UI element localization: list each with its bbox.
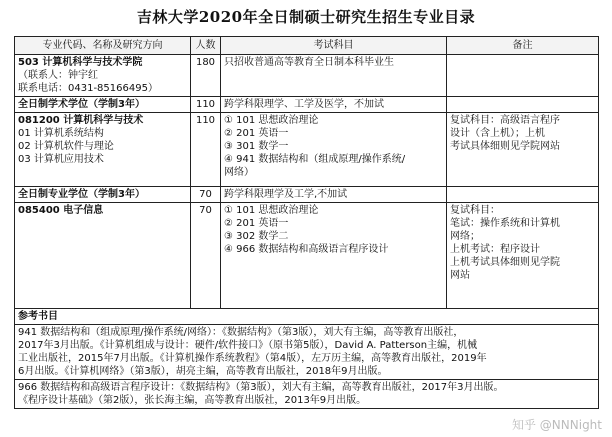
catalog-table xyxy=(14,36,599,409)
exam-item: ③ 301 数学一 xyxy=(224,141,289,152)
exam-item: ③ 302 数学二 xyxy=(224,231,289,242)
college-exam: 只招收普通高等教育全日制本科毕业生 xyxy=(221,55,447,97)
ref-line: 2017年3月出版。《计算机组成与设计：硬件/软件接口》（原书第5版），David A. Patterson主编，机械 xyxy=(18,340,478,351)
professional-notes xyxy=(447,187,599,203)
note-line: 笔试：操作系统和计算机 xyxy=(450,218,560,229)
header-row xyxy=(15,37,599,55)
professional-count: 70 xyxy=(191,187,221,203)
professional-exam: 跨学科限理学及工学,不加试 xyxy=(221,187,447,203)
major1-cell xyxy=(15,113,191,187)
exam-item: ② 201 英语一 xyxy=(224,128,289,139)
ref966-cell xyxy=(15,380,599,409)
college-contact: （联系人：钟宇红 xyxy=(18,70,98,81)
academic-row xyxy=(15,97,599,113)
note-line: 上机考试：程序设计 xyxy=(450,244,540,255)
note-line: 上机考试具体细则见学院 xyxy=(450,257,560,268)
ref-line: 工业出版社，2015年7月出版。《计算机操作系统教程》（第4版），左万历主编，高等教育出版社，2019年 xyxy=(18,353,487,364)
exam-item: ① 101 思想政治理论 xyxy=(224,205,319,216)
major2-exams xyxy=(221,203,447,309)
major1-count: 110 xyxy=(191,113,221,187)
major2-count: 70 xyxy=(191,203,221,309)
note-line: 考试具体细则见学院网站 xyxy=(450,141,560,152)
refs-label-row xyxy=(15,309,599,325)
major1-line: 081200 计算机科学与技术 xyxy=(18,115,144,126)
note-line: 网络； xyxy=(450,231,480,242)
header-major: 专业代码、名称及研究方向 xyxy=(15,37,191,55)
academic-exam: 跨学科限理学、工学及医学，不加试 xyxy=(221,97,447,113)
major2-row xyxy=(15,203,599,309)
header-count: 人数 xyxy=(191,37,221,55)
ref966-row xyxy=(15,380,599,409)
major1-exams xyxy=(221,113,447,187)
exam-item: 网络） xyxy=(224,167,254,178)
academic-count: 110 xyxy=(191,97,221,113)
major1-row xyxy=(15,113,599,187)
college-cell xyxy=(15,55,191,97)
academic-label: 全日制学术学位（学制3年） xyxy=(15,97,191,113)
exam-item: ② 201 英语一 xyxy=(224,218,289,229)
header-notes: 备注 xyxy=(447,37,599,55)
ref-line: 966 数据结构和高级语言程序设计：《数据结构》（第3版），刘大有主编，高等教育出版社，2017年3月出版。 xyxy=(18,382,504,393)
major1-line: 01 计算机系统结构 xyxy=(18,128,104,139)
major1-line: 02 计算机软件与理论 xyxy=(18,141,114,152)
ref-line: 941 数据结构和（组成原理/操作系统/网络）：《数据结构》（第3版），刘大有主编，高等教育出版社， xyxy=(18,327,464,338)
major2-cell xyxy=(15,203,191,309)
major1-notes xyxy=(447,113,599,187)
refs-label: 参考书目 xyxy=(15,309,599,325)
header-exam: 考试科目 xyxy=(221,37,447,55)
note-line: 复试科目： xyxy=(450,205,500,216)
exam-item: ④ 941 数据结构和（组成原理/操作系统/ xyxy=(224,154,406,165)
major2-notes xyxy=(447,203,599,309)
professional-row xyxy=(15,187,599,203)
major2-line: 085400 电子信息 xyxy=(18,205,104,216)
college-phone: 联系电话：0431-85166495） xyxy=(18,83,158,94)
ref941-cell xyxy=(15,325,599,380)
college-name: 503 计算机科学与技术学院 xyxy=(18,57,143,68)
page-title: 吉林大学2020年全日制硕士研究生招生专业目录 xyxy=(136,8,476,26)
ref-line: 6月出版。《计算机网络》（第3版），胡亮主编，高等教育出版社，2018年9月出版。 xyxy=(18,366,388,377)
watermark: 知乎 @NNNight xyxy=(511,418,602,432)
note-line: 设计（含上机）；上机 xyxy=(450,128,545,139)
college-count: 180 xyxy=(191,55,221,97)
major1-line: 03 计算机应用技术 xyxy=(18,154,104,165)
note-line: 复试科目：高级语言程序 xyxy=(450,115,560,126)
college-row xyxy=(15,55,599,97)
exam-item: ① 101 思想政治理论 xyxy=(224,115,319,126)
college-notes xyxy=(447,55,599,97)
note-line: 网站 xyxy=(450,270,470,281)
ref-line: 《程序设计基础》（第2版），张长海主编，高等教育出版社，2013年9月出版。 xyxy=(18,395,367,406)
ref941-row xyxy=(15,325,599,380)
exam-item: ④ 966 数据结构和高级语言程序设计 xyxy=(224,244,389,255)
professional-label: 全日制专业学位（学制3年） xyxy=(15,187,191,203)
academic-notes xyxy=(447,97,599,113)
